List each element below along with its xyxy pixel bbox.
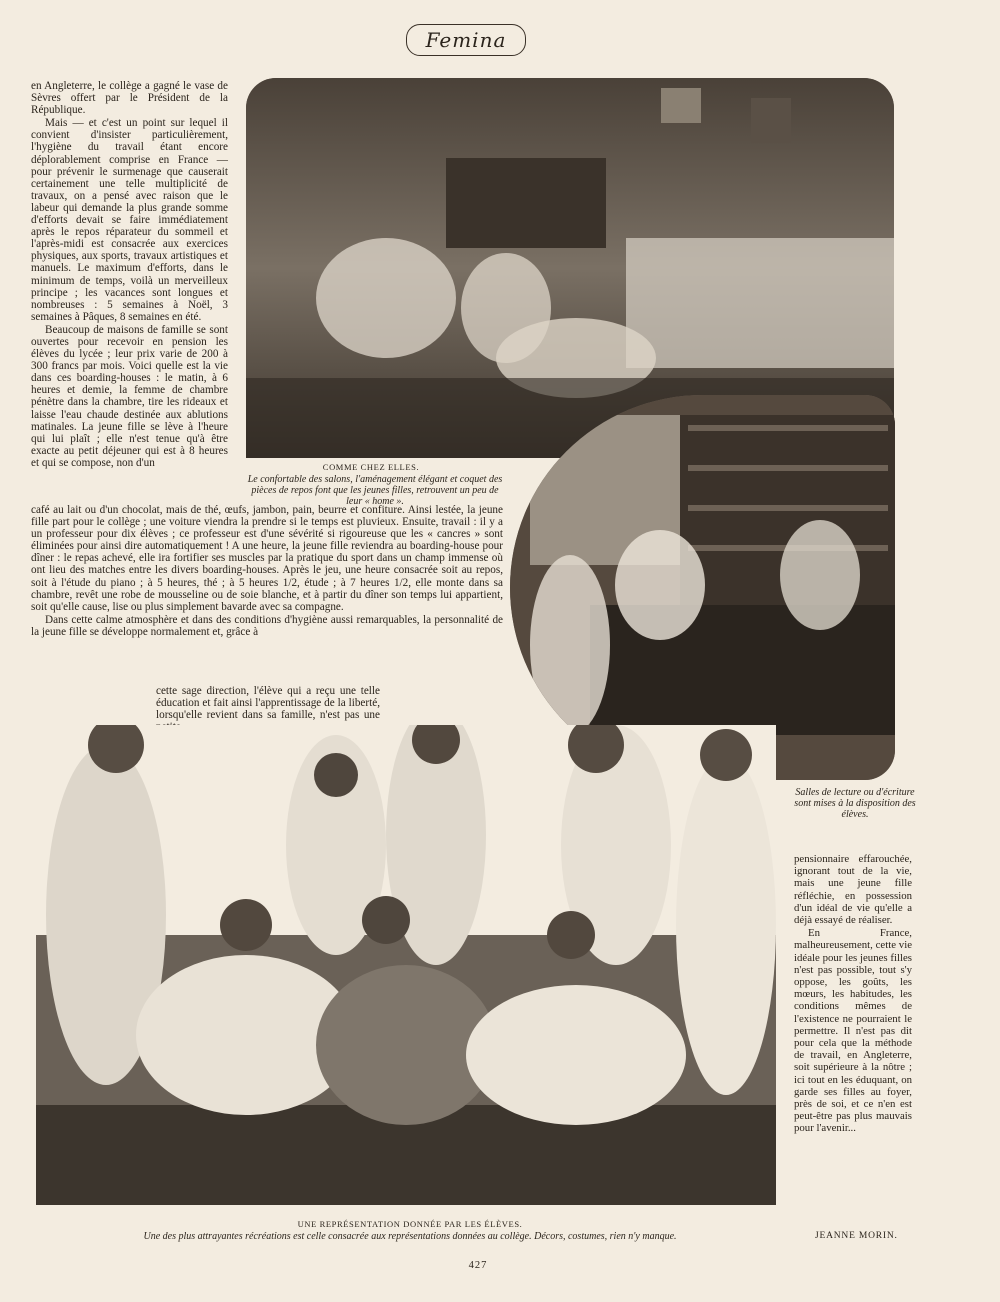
author-signature: JEANNE MORIN. bbox=[815, 1231, 898, 1241]
salon-caption-title: COMME CHEZ ELLES. bbox=[322, 462, 420, 472]
article-column-wide bbox=[31, 504, 503, 639]
paragraph: en Angleterre, le collège a gagné le vase de Sèvres offert par le Président de la République. bbox=[31, 80, 228, 117]
photo-performance bbox=[36, 725, 776, 1205]
paragraph: café au lait ou d'un chocolat, mais de thé, œufs, jambon, pain, beurre et confiture. Ainsi lestée, la jeune fille part pour le collège ; une voiture viendra la prendre si le temps est pluvieux. Ensuite, travail : il y a un professeur pour dix élèves ; ce professeur est d'une sévérité si rigoureuse que les « cancres » sont éliminées pour ainsi dire automatiquement ! A une heure, la jeune fille reviendra au boarding-house pour dîner : le repas achevé, elle ira fortifier ses muscles par la pratique du sport dans un champ immense où ont lieu des matches entre les divers boarding-houses. Après le jeu, une heure consacrée soit au repos, soit à l'étude du piano ; à 5 heures, thé ; à 5 heures 1/2, étude ; à 7 heures 1/2, elle monte dans sa chambre, revêt une robe de mousseline ou de soie blanche, et à partir du dîner son temps lui appartient, soit qu'elle cause, lise ou plus simplement bavarde avec sa compagne. bbox=[31, 504, 503, 613]
photo-library bbox=[510, 395, 895, 780]
paragraph: En France, malheureusement, cette vie idéale pour les jeunes filles n'est pas possible, tout s'y oppose, les goûts, les mœurs, les habitudes, les conditions mêmes de l'existence ne pourraient le permettre. Il n'est pas dit pour cela que la méthode de travail, en Angleterre, soit supérieure à la nôtre ; ici tout en les éduquant, on garde ses filles au foyer, près de soi, et ce n'en est peut-être pas plus mauvais pour l'avenir... bbox=[794, 927, 912, 1135]
paragraph: Dans cette calme atmosphère et dans des conditions d'hygiène aussi remarquables, la personnalité de la jeune fille se développe normalement et, grâce à bbox=[31, 613, 503, 638]
paragraph: Mais — et c'est un point sur lequel il convient d'insister particulièrement, l'hygiène du travail étant encore déplorablement comprise en France — pour prévenir le surmenage que causerait certainement une telle multiplicité de travaux, on a pensé avec raison que le labeur qui demande la plus grande somme d'efforts devait se faire immédiatement après le repos réparateur du sommeil et l'après-midi est consacrée aux exercices physiques, aux sports, travaux artistiques et manuels. Le maximum d'efforts, dans le minimum de temps, voilà un merveilleux principe ; les vacances sont longues et nombreuses : 5 semaines à Noël, 3 semaines à Pâques, 8 semaines en été. bbox=[31, 117, 228, 323]
performance-caption-body: Une des plus attrayantes récréations est celle consacrée aux représentations données au collège. Décors, costumes, rien n'y manque. bbox=[143, 1231, 677, 1242]
article-column-left bbox=[31, 80, 228, 470]
paragraph: Beaucoup de maisons de famille se sont ouvertes pour recevoir en pension les élèves du lycée ; leur prix varie de 200 à 300 francs par mois. Voici quelle est la vie dans ces boarding-houses : le matin, à 6 heures et demie, la femme de chambre pénètre dans la chambre, tire les rideaux et laisse l'eau chaude destinée aux ablutions matinales. La jeune fille se lève à l'heure qui lui plaît ; elle n'est tenue qu'à être exacte au petit déjeuner qui est à 8 heures et qui se compose, non d'un bbox=[31, 323, 228, 469]
article-column-right bbox=[794, 853, 912, 1136]
page-number: 427 bbox=[468, 1260, 488, 1271]
library-caption: Salles de lecture ou d'écriture sont mises à la disposition des élèves. bbox=[794, 787, 916, 820]
salon-caption-body: Le confortable des salons, l'aménagement élégant et coquet des pièces de repos font que les jeunes filles, retrouvent un peu de leur « home ». bbox=[247, 474, 503, 507]
performance-caption-title: UNE REPRÉSENTATION DONNÉE PAR LES ÉLÈVES. bbox=[297, 1219, 523, 1229]
performance-scene bbox=[36, 725, 776, 1205]
library-scene bbox=[510, 395, 895, 780]
paragraph: pensionnaire effarouchée, ignorant tout de la vie, mais une jeune fille réfléchie, en possession d'un idéal de vie qu'elle a déjà essayé de réaliser. bbox=[794, 853, 912, 927]
article-column-mid: cette sage direction, l'élève qui a reçu une telle éducation et fait ainsi l'apprentissage de la liberté, lorsqu'elle revient dans sa famille, n'est pas une bbox=[156, 685, 380, 722]
logo-text: Femina bbox=[425, 28, 507, 52]
magazine-logo bbox=[406, 24, 526, 56]
